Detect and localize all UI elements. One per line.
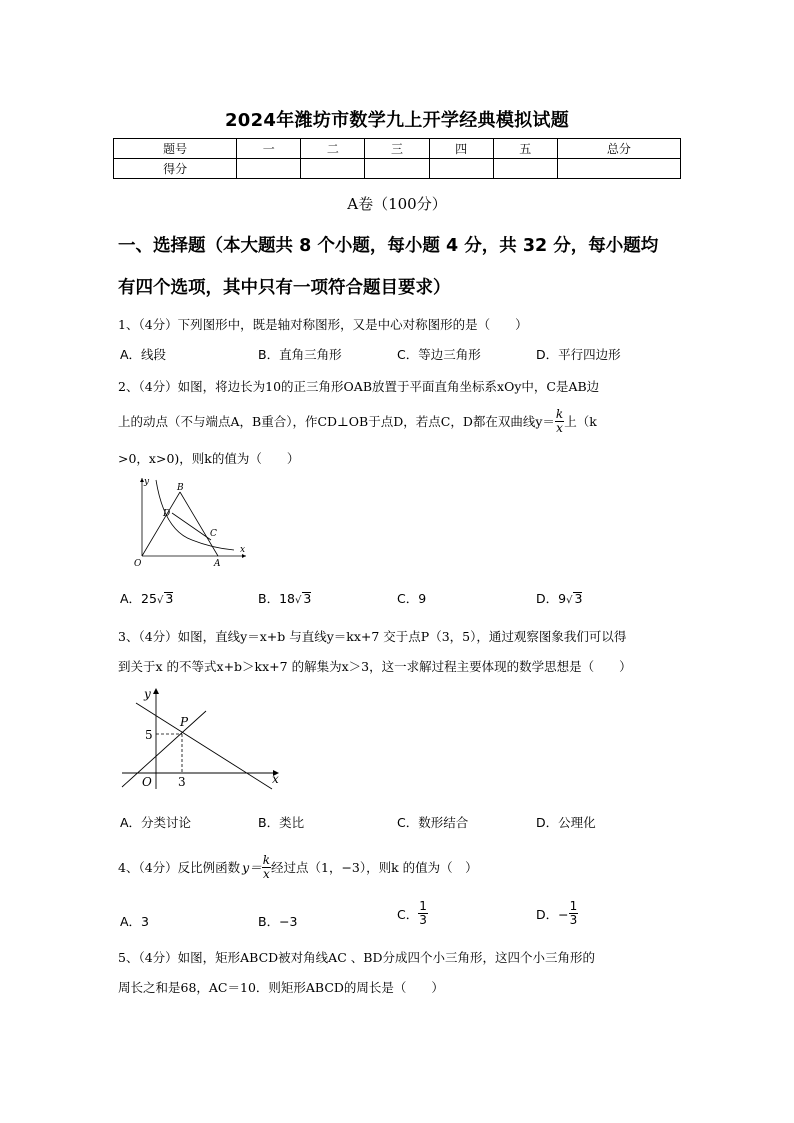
q2-label-b: B [177, 483, 184, 493]
q2-label-x: x [240, 545, 246, 555]
q4-option-d-den: 3 [569, 913, 578, 927]
score-cell[interactable] [237, 159, 301, 179]
q2-frac-den: x [556, 420, 563, 435]
q2-label-a: A [214, 559, 221, 569]
q3-line2: 到关于x 的不等式x+b＞kx+7 的解集为x＞3，这一求解过程主要体现的数学思想是（ ） [118, 659, 632, 674]
q3-label-o: O [142, 775, 152, 789]
score-header-cell: 五 [493, 139, 557, 159]
part-a-heading: A卷（100分） [347, 195, 447, 213]
q3-label-p: P [180, 715, 189, 729]
q4-option-c-num: 1 [419, 899, 427, 913]
q4-option-d-num: 1 [569, 899, 578, 913]
q1-option-c[interactable]: C．等边三角形 [397, 347, 481, 362]
q2-option-b-root: 3 [303, 591, 312, 606]
q2-option-b[interactable]: B．18√ 3 [258, 591, 312, 606]
q4-frac-den: x [262, 866, 270, 881]
q2-label-d: D [163, 509, 171, 519]
page-title: 2024年潍坊市数学九上开学经典模拟试题 [224, 110, 570, 131]
q2-option-a[interactable]: A．25√ 3 [120, 591, 174, 606]
score-cell[interactable] [429, 159, 493, 179]
q2-option-d[interactable]: D．9√ 3 [536, 591, 583, 606]
q3-option-d[interactable]: D．公理化 [536, 815, 596, 830]
q2-option-b-label: B．18 [258, 591, 295, 606]
q4-option-a[interactable]: A．3 [120, 914, 150, 929]
q3-label-x: x [272, 772, 279, 786]
score-cell[interactable] [301, 159, 365, 179]
q4-stem-text-b: 经过点（1，−3），则k 的值为（ ） [271, 860, 478, 875]
q4-stem-text-a: 4、（4分）反比例函数 [118, 860, 241, 875]
q4-fraction [262, 854, 271, 881]
q4-option-b[interactable]: B．−3 [258, 914, 298, 929]
q3-y-arrow [153, 688, 159, 694]
q2-option-d-root: 3 [574, 591, 583, 606]
q4-option-c-den: 3 [419, 913, 427, 927]
q1-option-a[interactable]: A．线段 [120, 347, 167, 362]
score-cell[interactable] [493, 159, 557, 179]
q3-option-b[interactable]: B．类比 [258, 815, 305, 830]
score-table-header-row [114, 139, 681, 159]
q4-option-c-fraction [418, 900, 428, 927]
q4-option-c-label: C． [397, 906, 419, 922]
section1-heading-line2: 有四个选项，其中只有一项符合题目要求） [118, 278, 451, 298]
q2-option-d-label: D．9 [536, 591, 567, 606]
q4-option-c[interactable] [397, 900, 428, 927]
q3-line-x-plus-b [122, 711, 206, 787]
q2-line1: 2、（4分）如图，将边长为10的正三角形OAB放置于平面直角坐标系xOy中，C是AB边 [118, 379, 600, 394]
q3-label-y: y [144, 687, 151, 701]
score-header-cell: 三 [365, 139, 429, 159]
q1-option-d[interactable]: D．平行四边形 [536, 347, 621, 362]
q1-option-b[interactable]: B．直角三角形 [258, 347, 342, 362]
section1-heading-line1: 一、选择题（本大题共 8 个小题，每小题 4 分，共 32 分，每小题均 [118, 236, 659, 256]
q5-line2: 周长之和是68，AC＝10．则矩形ABCD的周长是（ ） [118, 980, 444, 995]
q4-option-d-label: D．− [536, 906, 569, 922]
score-header-cell: 二 [301, 139, 365, 159]
q2-label-y: y [144, 477, 150, 487]
q4-stem [118, 848, 478, 886]
q3-line1: 3、（4分）如图，直线y＝x+b 与直线y＝kx+7 交于点P（3，5），通过观察图象我们可以得 [118, 629, 627, 644]
q4-y-eq: y＝ [242, 860, 262, 875]
q2-label-o: O [134, 559, 142, 569]
q3-label-5: 5 [145, 728, 153, 742]
q2-label-c: C [210, 529, 217, 539]
score-row-label: 得分 [114, 159, 237, 179]
q2-fraction [555, 408, 564, 435]
score-table [113, 138, 681, 179]
q3-label-3: 3 [178, 775, 186, 789]
q3-figure [118, 683, 288, 793]
score-header-cell: 四 [429, 139, 493, 159]
q2-option-a-root: 3 [165, 591, 174, 606]
q3-option-a[interactable]: A．分类讨论 [120, 815, 192, 830]
q4-frac-num: k [262, 852, 270, 867]
q2-line2-text-a: 上的动点（不与端点A，B重合），作CD⊥OB于点D，若点C，D都在双曲线y＝ [118, 414, 555, 429]
q2-option-c[interactable] [397, 589, 426, 607]
score-header-cell: 题号 [114, 139, 237, 159]
score-header-cell: 一 [237, 139, 301, 159]
q2-option-a-label: A．25 [120, 591, 157, 606]
q5-line1: 5、（4分）如图，矩形ABCD被对角线AC 、BD分成四个小三角形，这四个小三角形的 [118, 950, 595, 965]
q4-option-d[interactable] [536, 900, 578, 927]
q2-line2-text-b: 上（k [564, 414, 597, 429]
q4-option-d-fraction [569, 900, 579, 927]
score-cell[interactable] [365, 159, 429, 179]
q2-figure [122, 470, 252, 570]
score-header-cell: 总分 [557, 139, 680, 159]
q3-option-c[interactable]: C．数形结合 [397, 815, 469, 830]
q2-option-c-label: C．9 [397, 591, 427, 606]
score-cell[interactable] [557, 159, 680, 179]
q2-segment-cd [172, 513, 211, 540]
q2-line2 [118, 403, 597, 439]
score-table-score-row [114, 159, 681, 179]
q2-frac-num: k [555, 406, 564, 421]
q1-stem: 1、（4分）下列图形中，既是轴对称图形，又是中心对称图形的是（ ） [118, 317, 528, 332]
q2-line3: >0，x>0)，则k的值为（ ） [118, 451, 300, 466]
